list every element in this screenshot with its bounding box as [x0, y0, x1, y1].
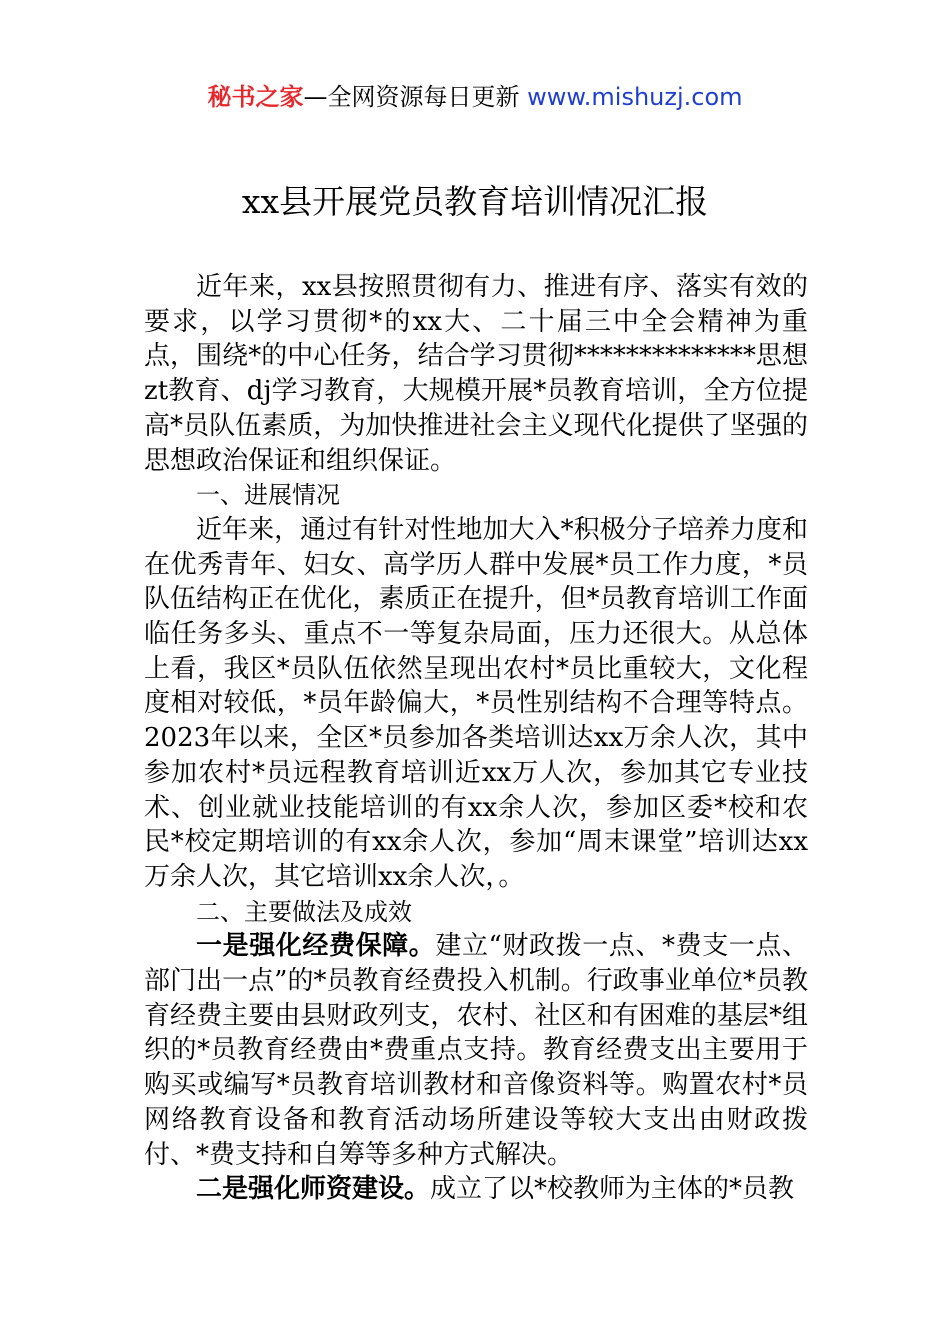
document-title: xx县开展党员教育培训情况汇报 — [241, 182, 709, 221]
brand-name: 秘书之家 — [207, 83, 304, 111]
paragraph-intro: 近年来，xx县按照贯彻有力、推进有序、落实有效的要求，以学习贯彻*的xx大、二十届三中全会精神为重点，围绕*的中心任务，结合学习贯彻**************思想zt教育、dj学习教育，大规模开展*员教育培训，全方位提高*员队伍素质，为加快推进社会主义现代化提供了坚强的思想政治保证和组织保证。 — [144, 272, 808, 476]
paragraph-progress: 近年来，通过有针对性地加大入*积极分子培养力度和在优秀青年、妇女、高学历人群中发展*员工作力度，*员队伍结构正在优化，素质正在提升，但*员教育培训工作面临任务多头、重点不一等复杂局面，压力还很大。从总体上看，我区*员队伍依然呈现出农村*员比重较大，文化程度相对较低，*员年龄偏大，*员性别结构不合理等特点。2023年以来，全区*员参加各类培训达xx万余人次，其中参加农村*员远程教育培训近xx万人次，参加其它专业技术、创业就业技能培训的有xx余人次，参加区委*校和农民*校定期培训的有xx余人次，参加“周末课堂”培训达xx万余人次，其它培训xx余人次，。 — [144, 514, 808, 892]
site-url-link[interactable]: www.mishuzj.com — [527, 83, 743, 111]
paragraph-funding — [144, 929, 808, 1172]
document-body — [144, 270, 808, 1207]
paragraph-lead-funding: 一是强化经费保障。 — [196, 931, 436, 962]
paragraph-text-teachers: 成立了以*校教师为主体的*员教 — [430, 1174, 795, 1205]
section-heading-progress: 一、进展情况 — [196, 481, 340, 510]
site-header — [0, 82, 950, 112]
paragraph-text-funding: 建立“财政拨一点、*费支一点、部门出一点”的*员教育经费投入机制。行政事业单位*员教育经费主要由县财政列支，农村、社区和有困难的基层*组织的*员教育经费由*费重点支持。教育经费支出主要用于购买或编写*员教育培训教材和音像资料等。购置农村*员网络教育设备和教育活动场所建设等较大支出由财政拨付、*费支持和自筹等多种方式解决。 — [144, 931, 808, 1170]
header-slogan: —全网资源每日更新 — [303, 83, 520, 111]
paragraph-lead-teachers: 二是强化师资建设。 — [196, 1174, 431, 1205]
section-heading-practices: 二、主要做法及成效 — [196, 897, 412, 926]
paragraph-teachers — [144, 1172, 808, 1207]
